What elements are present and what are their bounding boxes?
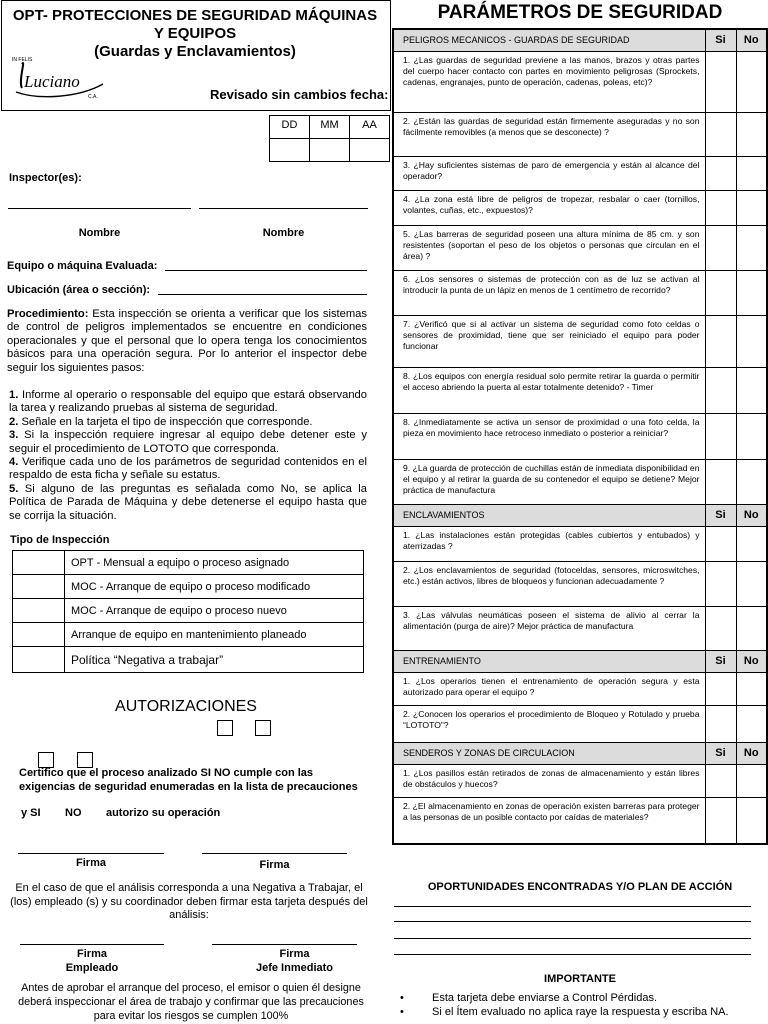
- question-text: 1. ¿Los operarios tienen el entrenamiento de operación segura y esta autorizado para operar el equipo ?: [393, 672, 705, 705]
- question-row: [393, 606, 767, 650]
- no-header: No: [736, 742, 767, 764]
- no-cell[interactable]: [736, 270, 767, 315]
- question-text: 6. ¿Los sensores o sistemas de protección con as de luz se activan al introducir la punta de un lápiz en menos de 1 centímetro de recorrido?: [393, 270, 705, 315]
- firma-1-field[interactable]: [18, 853, 164, 854]
- logo-suffix-text: C.A.: [88, 94, 98, 100]
- si-header: Si: [705, 504, 736, 526]
- importante-list: [400, 991, 768, 1019]
- tipo-checkbox-3[interactable]: [13, 599, 65, 623]
- firma-jefe-block: [212, 947, 377, 975]
- empleado-label: Empleado: [65, 962, 119, 974]
- firma-jefe-label: Firma: [279, 948, 310, 960]
- subtitle-line: (Guardas y Enclavamientos): [94, 43, 296, 60]
- firma-empleado-label: Firma: [77, 948, 107, 960]
- si-checkbox-top[interactable]: [217, 720, 233, 736]
- tipo-row: [13, 575, 364, 599]
- question-text: 7. ¿Verificó que si al activar un sistema de seguridad como foto celdas o sensores de proximidad, tiene que ser reiniciado el equipo para poder funcionar: [393, 315, 705, 367]
- tipo-checkbox-4[interactable]: [13, 623, 65, 647]
- si-cell[interactable]: [705, 459, 736, 504]
- no-cell[interactable]: [736, 367, 767, 413]
- step-3: 3. Si la inspección requiere ingresar al equipo debe detener este y seguir el procedimiento de LOTOTO que corresponda.: [9, 429, 367, 455]
- question-text: 8. ¿Los equipos con energía residual solo permite retirar la guarda o permitir el acceso abriendo la puerta al estar totalmente detenido? - Timer: [393, 367, 705, 413]
- si-cell[interactable]: [705, 225, 736, 270]
- section-name: ENTRENAMIENTO: [393, 650, 705, 672]
- si-cell[interactable]: [705, 270, 736, 315]
- question-text: 4. ¿La zona está libre de peligros de tropezar, resbalar o caer (tornillos, volantes, cuñas, etc., expuestos)?: [393, 190, 705, 225]
- tipo-table: [12, 550, 364, 673]
- importante-item: • Si el Ítem evaluado no aplica raye la respuesta y escriba NA.: [400, 1006, 729, 1018]
- date-dd-field[interactable]: [270, 139, 310, 162]
- si-cell[interactable]: [705, 51, 736, 112]
- procedimiento-paragraph: [7, 308, 367, 375]
- inspector-1-field[interactable]: [8, 208, 191, 209]
- no-cell[interactable]: [736, 51, 767, 112]
- question-row: [393, 367, 767, 413]
- tipo-checkbox-1[interactable]: [13, 551, 65, 575]
- question-row: [393, 413, 767, 459]
- title-line: OPT- PROTECCIONES DE SEGURIDAD MÁQUINAS Y EQUIPOS: [12, 7, 378, 42]
- question-row: [393, 526, 767, 561]
- tipo-row: [13, 551, 364, 575]
- tipo-row: [13, 623, 364, 647]
- question-text: 1. ¿Las instalaciones están protegidas (cables cubiertos y entubados) y aterrizadas ?: [393, 526, 705, 561]
- importante-title: IMPORTANTE: [544, 973, 616, 985]
- firma-2-field[interactable]: [202, 853, 347, 854]
- question-row: [393, 764, 767, 797]
- date-aa-header: AA: [350, 116, 390, 139]
- importante-item: • Esta tarjeta debe enviarse a Control Pérdidas.: [400, 992, 658, 1004]
- company-logo: [8, 52, 108, 100]
- question-text: 2. ¿El almacenamiento en zonas de operación existen barreras para proteger a las personas de un posible contacto por caídas de materiales?: [393, 797, 705, 844]
- question-row: [393, 705, 767, 742]
- plan-line-2[interactable]: [394, 921, 751, 922]
- date-dd-header: DD: [270, 116, 310, 139]
- no-header: No: [736, 504, 767, 526]
- no-cell[interactable]: [736, 156, 767, 190]
- question-text: 3. ¿Hay suficientes sistemas de paro de emergencia y están al alcance del operador?: [393, 156, 705, 190]
- parametros-title: PARÁMETROS DE SEGURIDAD: [437, 2, 723, 23]
- si-cell[interactable]: [705, 705, 736, 742]
- tipo-option-4: Arranque de equipo en mantenimiento planeado: [65, 623, 364, 647]
- section-name: ENCLAVAMIENTOS: [393, 504, 705, 526]
- question-row: [393, 561, 767, 606]
- si-cell[interactable]: [705, 413, 736, 459]
- question-row: [393, 225, 767, 270]
- question-row: [393, 156, 767, 190]
- si-cell[interactable]: [705, 112, 736, 156]
- logo-small-text: IN FELIS: [12, 57, 33, 63]
- section-header: [393, 504, 767, 526]
- no-cell[interactable]: [736, 459, 767, 504]
- tipo-option-2: MOC - Arranque de equipo o proceso modificado: [65, 575, 364, 599]
- nombre-2-label: Nombre: [262, 227, 305, 239]
- parametros-table: [392, 28, 768, 845]
- firma-1-label: Firma: [76, 857, 106, 869]
- procedimiento-text: Esta inspección se orienta a verificar que los sistemas de control de peligros implementados se encuentre en condiciones operacionales y que el personal que lo opera tenga los conocimientos básicos para una operación segura. Por lo anterior el inspector debe seguir los siguientes pasos:: [7, 308, 367, 374]
- ubicacion-label: Ubicación (área o sección):: [7, 284, 151, 296]
- date-mm-header: MM: [310, 116, 350, 139]
- procedimiento-label: Procedimiento:: [7, 308, 89, 320]
- antes-text: Antes de aprobar el arranque del proceso, el emisor o quien él designe deberá inspeccionar el área de trabajo y confirmar que las precauciones para evitar los riesgos se cumplen 100%: [18, 982, 364, 1022]
- equipo-field[interactable]: [165, 270, 367, 271]
- autorizaciones-title: AUTORIZACIONES: [115, 698, 257, 715]
- question-text: 1. ¿Las guardas de seguridad previene a las manos, brazos y otras partes del cuerpo hacer contacto con partes en movimiento peligrosas (Sprockets, cadenas, engranajes, punto de operación, cadenas, poleas, etc)?: [393, 51, 705, 112]
- si-cell[interactable]: [705, 315, 736, 367]
- question-text: 3. ¿Las válvulas neumáticas poseen el sistema de alivio al cerrar la alimentación (purga de aire)? Mejor práctica de manufactura: [393, 606, 705, 650]
- question-row: [393, 51, 767, 112]
- no-cell[interactable]: [736, 705, 767, 742]
- date-mm-field[interactable]: [310, 139, 350, 162]
- plan-line-4[interactable]: [394, 954, 751, 955]
- certifico-line-1: Certifico que el proceso analizado SI NO cumple con las: [19, 767, 314, 779]
- negativa-text: En el caso de que el análisis corresponda a una Negativa a Trabajar, el (los) empleado (s) y su coordinador deben firmar esta tarjeta después del análisis:: [10, 882, 368, 921]
- nombre-1-label: Nombre: [78, 227, 121, 239]
- si-cell[interactable]: [705, 156, 736, 190]
- section-header: [393, 742, 767, 764]
- si-cell[interactable]: [705, 526, 736, 561]
- inspector-2-field[interactable]: [199, 208, 368, 209]
- question-row: [393, 672, 767, 705]
- question-text: 5. ¿Las barreras de seguridad poseen una altura mínima de 85 cm. y son resistentes (soportan el peso de los objetos o personas que circulan en el área) ?: [393, 225, 705, 270]
- no-cell[interactable]: [736, 764, 767, 797]
- date-table: [269, 115, 390, 162]
- question-text: 1. ¿Los pasillos están retirados de zonas de almacenamiento y están libres de obstáculos y huecos?: [393, 764, 705, 797]
- tipo-checkbox-5[interactable]: [13, 647, 65, 673]
- tipo-row: [13, 599, 364, 623]
- si-cell[interactable]: [705, 672, 736, 705]
- question-row: [393, 270, 767, 315]
- no-cell[interactable]: [736, 561, 767, 606]
- plan-line-1[interactable]: [394, 906, 751, 907]
- tipo-option-3: MOC - Arranque de equipo o proceso nuevo: [65, 599, 364, 623]
- tipo-option-5: Política “Negativa a trabajar”: [65, 647, 364, 673]
- si-cell[interactable]: [705, 190, 736, 225]
- question-row: [393, 459, 767, 504]
- question-text: 8. ¿Inmediatamente se activa un sensor de proximidad o una foto celda, la pieza en movimiento hace retroceso inmediato o posterior a reiniciar?: [393, 413, 705, 459]
- section-name: PELIGROS MECANICOS - GUARDAS DE SEGURIDAD: [393, 29, 705, 51]
- no-header: No: [736, 650, 767, 672]
- jefe-label: Jefe Inmediato: [255, 962, 334, 974]
- logo-name-text: Luciano: [24, 72, 80, 91]
- step-1: 1. Informe al operario o responsable del equipo que estará observando la tarea y realizando pruebas al sistema de seguridad.: [9, 389, 367, 415]
- si-cell[interactable]: [705, 367, 736, 413]
- question-text: 9. ¿La guarda de protección de cuchillas están de inmediata disponibilidad en el equipo y al retirar la guarda de su contenedor el equipo se detiene? Mejor práctica de manufactura: [393, 459, 705, 504]
- section-name: SENDEROS Y ZONAS DE CIRCULACION: [393, 742, 705, 764]
- si-cell[interactable]: [705, 797, 736, 844]
- no-cell[interactable]: [736, 225, 767, 270]
- firma-jefe-field[interactable]: [212, 944, 357, 945]
- si-cell[interactable]: [705, 561, 736, 606]
- section-header: [393, 29, 767, 51]
- tipo-option-1: OPT - Mensual a equipo o proceso asignado: [65, 551, 364, 575]
- no-cell[interactable]: [736, 672, 767, 705]
- bullet-icon: •: [400, 992, 404, 1004]
- step-4: 4. Verifique cada uno de los parámetros de seguridad contenidos en el respaldo de esta ficha y señale su estatus.: [9, 456, 367, 482]
- firma-empleado-field[interactable]: [20, 944, 164, 945]
- si-cell[interactable]: [705, 764, 736, 797]
- no-header: No: [736, 29, 767, 51]
- no-cell[interactable]: [736, 112, 767, 156]
- question-row: [393, 190, 767, 225]
- ubicacion-field[interactable]: [158, 294, 367, 295]
- si-header: Si: [705, 742, 736, 764]
- tipo-label: Tipo de Inspección: [10, 534, 110, 546]
- si-header: Si: [705, 29, 736, 51]
- certifico-paragraph: [19, 766, 379, 794]
- firma-empleado-block: [20, 947, 164, 975]
- no-cell[interactable]: [736, 606, 767, 650]
- no-cell[interactable]: [736, 797, 767, 844]
- question-row: [393, 112, 767, 156]
- no-checkbox-top[interactable]: [255, 720, 271, 736]
- question-text: 2. ¿Los enclavamientos de seguridad (fotoceldas, sensores, microswitches, etc.) están activos, libres de bloqueos y funcionan adecuadamente ?: [393, 561, 705, 606]
- section-header: [393, 650, 767, 672]
- steps-list: [9, 389, 367, 523]
- equipo-label: Equipo o máquina Evaluada:: [7, 260, 158, 272]
- question-row: [393, 315, 767, 367]
- autorizo-text: y SI NO autorizo su operación: [21, 807, 221, 819]
- plan-line-3[interactable]: [394, 938, 751, 939]
- question-text: 2. ¿Conocen los operarios el procedimiento de Bloqueo y Rotulado y prueba “LOTOTO”?: [393, 705, 705, 742]
- certifico-line-2: exigencias de seguridad enumeradas en la lista de precauciones: [19, 781, 358, 793]
- oportunidades-title: OPORTUNIDADES ENCONTRADAS Y/O PLAN DE ACCIÓN: [427, 881, 733, 893]
- si-header: Si: [705, 650, 736, 672]
- inspector-label: Inspector(es):: [9, 172, 82, 184]
- question-row: [393, 797, 767, 844]
- no-cell[interactable]: [736, 413, 767, 459]
- no-cell[interactable]: [736, 190, 767, 225]
- step-2: 2. Señale en la tarjeta el tipo de inspección que corresponde.: [9, 415, 313, 428]
- step-5: 5. Si alguno de las preguntas es señalada como No, se aplica la Política de Parada de Máquina y debe detenerse el equipo hasta que se corrija la situación.: [9, 482, 367, 522]
- bullet-icon: •: [400, 1006, 404, 1018]
- date-aa-field[interactable]: [350, 139, 390, 162]
- si-cell[interactable]: [705, 606, 736, 650]
- tipo-checkbox-2[interactable]: [13, 575, 65, 599]
- firma-2-label: Firma: [259, 859, 290, 871]
- revisado-label: Revisado sin cambios fecha:: [210, 87, 389, 102]
- question-text: 2. ¿Están las guardas de seguridad están firmemente aseguradas y no son fácilmente removibles (a menos que se desconecte) ?: [393, 112, 705, 156]
- tipo-row: [13, 647, 364, 673]
- no-cell[interactable]: [736, 315, 767, 367]
- no-cell[interactable]: [736, 526, 767, 561]
